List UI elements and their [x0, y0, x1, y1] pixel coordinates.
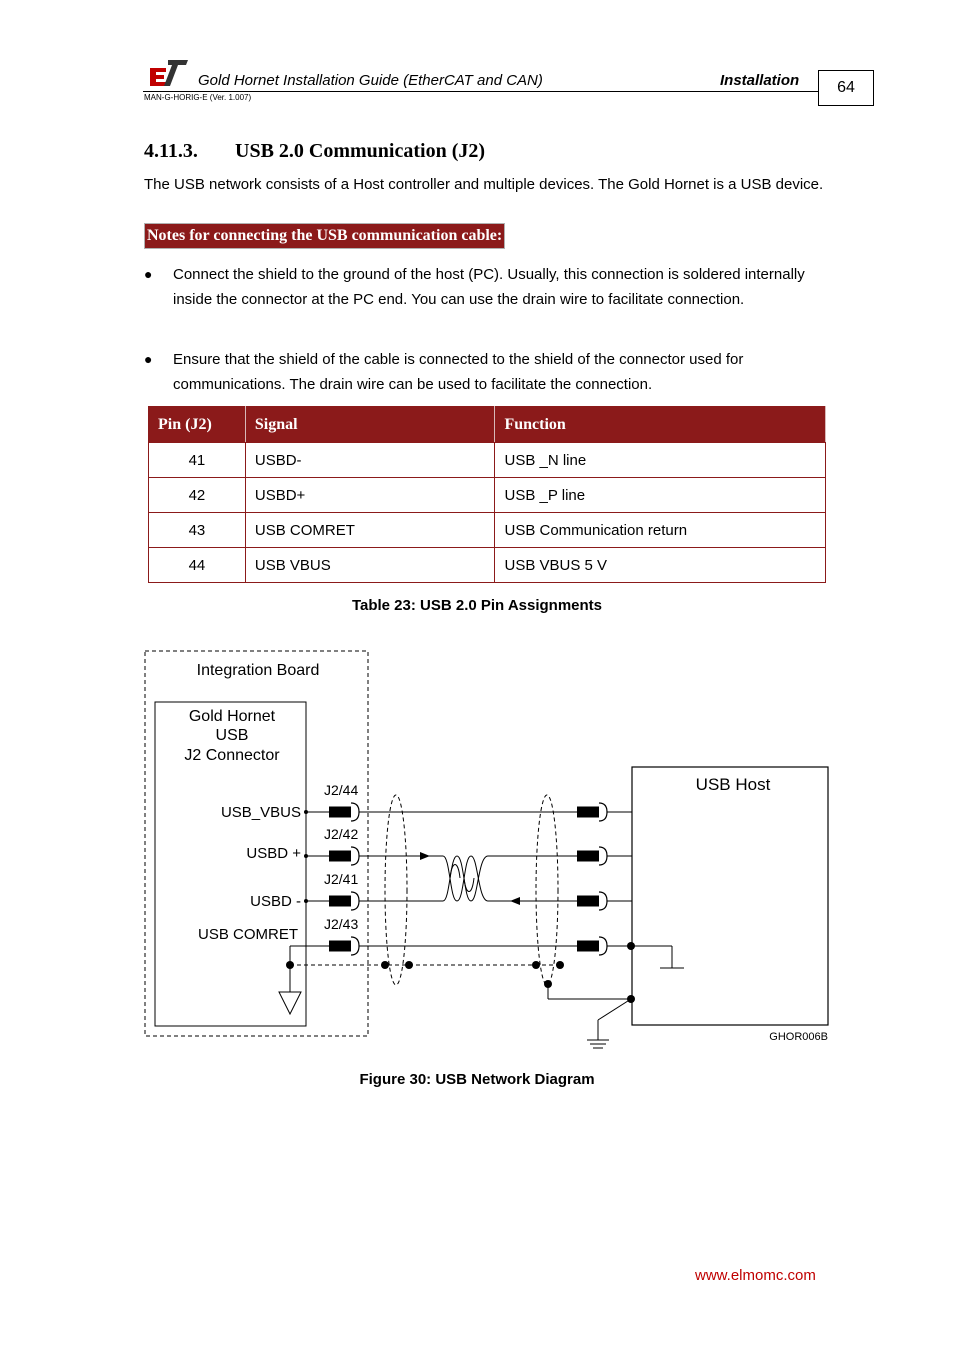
integration-board-label: Integration Board: [196, 662, 320, 679]
usb-host-label: USB Host: [695, 775, 771, 794]
chassis-ground-icon: [587, 999, 631, 1048]
connector-label-line: USB: [215, 727, 249, 744]
website-link[interactable]: www.elmomc.com: [695, 1267, 816, 1284]
table-caption: Table 23: USB 2.0 Pin Assignments: [351, 597, 603, 614]
bullet-icon: ●: [144, 266, 153, 282]
pin-cell: 42: [149, 478, 246, 513]
signal-cell: USBD+: [245, 478, 495, 513]
function-cell: USB VBUS 5 V: [495, 548, 826, 583]
function-cell: USB _N line: [495, 443, 826, 478]
host-connector-icon: [577, 803, 607, 821]
pin-cell: 43: [149, 513, 246, 548]
column-header-pin: Pin (J2): [149, 407, 246, 443]
column-header-function: Function: [495, 407, 826, 443]
device-connector-icon: [329, 847, 359, 865]
pin-cell: 44: [149, 548, 246, 583]
pin-label: J2/44: [324, 782, 359, 798]
document-code: MAN-G-HORIG-E (Ver. 1.007): [144, 93, 252, 102]
connector-label-line: Gold Hornet: [188, 708, 276, 725]
bullet-text: Ensure that the shield of the cable is connected to the shield of the connector used for communications. The drain wire can be used to facilitate the connection.: [173, 351, 744, 393]
document-title: Gold Hornet Installation Guide (EtherCAT and CAN): [198, 72, 543, 89]
signal-label-usbd-plus: USBD +: [246, 845, 301, 862]
signal-label-usbd-minus: USBD -: [250, 893, 301, 910]
cable-wires: [359, 812, 577, 946]
bullet-text: Connect the shield to the ground of the host (PC). Usually, this connection is soldered internally inside the connector at the PC end. You can use the drain wire to facilitate connection.: [173, 266, 805, 308]
pin-cell: 41: [149, 443, 246, 478]
arrow-right-icon: [420, 852, 430, 860]
function-cell: USB Communication return: [495, 513, 826, 548]
usb-host-box: [632, 767, 828, 1025]
host-connector-icon: [577, 847, 607, 865]
signal-cell: USB COMRET: [245, 513, 495, 548]
function-cell: USB _P line: [495, 478, 826, 513]
intro-paragraph: The USB network consists of a Host controller and multiple devices. The Gold Hornet is a USB device.: [144, 176, 824, 193]
bullet-icon: ●: [144, 351, 153, 367]
signal-label-comret: USB COMRET: [197, 926, 298, 943]
notes-heading: Notes for connecting the USB communication cable:: [144, 223, 505, 249]
device-connector-icon: [329, 803, 359, 821]
signal-label-vbus: USB_VBUS: [220, 804, 301, 821]
figure-code: GHOR006B: [769, 1031, 828, 1043]
signal-cell: USBD-: [245, 443, 495, 478]
ground-icon: [279, 992, 301, 1014]
host-connector-icon: [577, 937, 607, 955]
device-connector-icon: [329, 892, 359, 910]
section-number: 4.11.3.: [144, 140, 198, 162]
signal-cell: USB VBUS: [245, 548, 495, 583]
device-connector-icon: [329, 937, 359, 955]
pin-label: J2/41: [324, 871, 359, 887]
arrow-left-icon: [510, 897, 520, 905]
header-section-name: Installation: [720, 72, 800, 89]
host-connector-icon: [577, 892, 607, 910]
pin-label: J2/42: [324, 826, 359, 842]
pin-label: J2/43: [324, 916, 359, 932]
section-title: USB 2.0 Communication (J2): [235, 140, 486, 162]
twisted-pair: [443, 856, 488, 901]
connector-label-line: J2 Connector: [184, 747, 280, 764]
column-header-signal: Signal: [245, 407, 495, 443]
figure-caption: Figure 30: USB Network Diagram: [359, 1071, 595, 1088]
page-number: 64: [818, 70, 874, 106]
